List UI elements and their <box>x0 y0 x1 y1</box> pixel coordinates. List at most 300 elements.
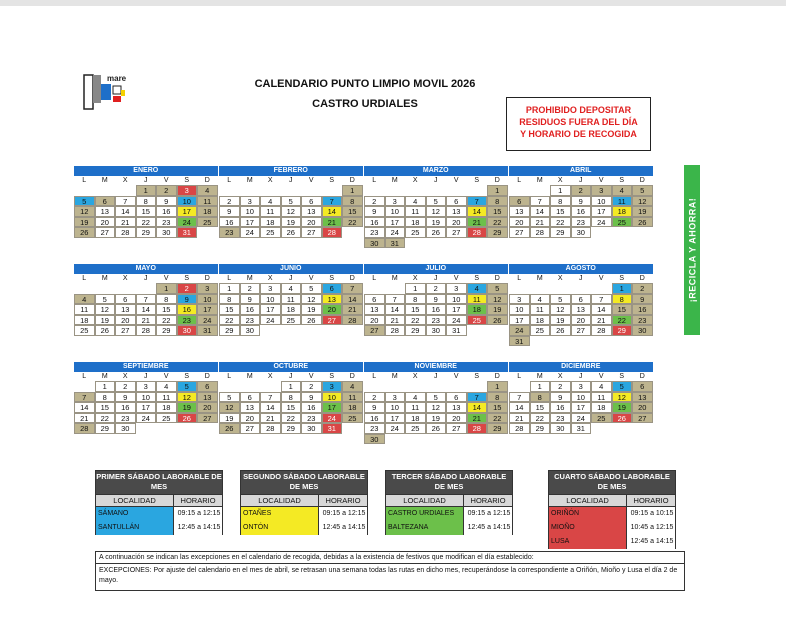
day-cell: 15 <box>342 206 363 217</box>
day-cell: 20 <box>446 217 467 228</box>
weekday-label: S <box>619 373 625 380</box>
day-cell: 2 <box>364 196 385 207</box>
day-cell: 17 <box>509 315 530 326</box>
day-cell: 3 <box>591 185 612 196</box>
day-cell: 28 <box>509 423 530 434</box>
svg-text:mare: mare <box>107 74 127 83</box>
day-cell: 22 <box>550 217 571 228</box>
day-cell: 6 <box>446 392 467 403</box>
day-cell: 29 <box>487 227 508 238</box>
day-cell: 26 <box>612 413 633 424</box>
day-cell: 30 <box>301 423 322 434</box>
day-cell: 30 <box>364 434 385 445</box>
day-cell: 19 <box>426 413 447 424</box>
month-header: ENERO <box>74 166 218 176</box>
day-grid <box>74 283 218 336</box>
day-cell: 31 <box>446 325 467 336</box>
day-cell: 1 <box>405 283 426 294</box>
warning-line: Y HORARIO DE RECOGIDA <box>520 129 637 139</box>
day-cell: 4 <box>156 381 177 392</box>
month-enero <box>74 166 218 248</box>
day-cell: 6 <box>322 283 343 294</box>
day-cell: 27 <box>95 227 116 238</box>
day-cell: 8 <box>405 294 426 305</box>
table-row <box>96 506 222 520</box>
day-cell: 12 <box>281 206 302 217</box>
weekday-label: D <box>204 373 210 380</box>
weekday-label: X <box>557 275 563 282</box>
schedule-table-title: SEGUNDO SÁBADO LABORABLE DE MES <box>241 471 367 494</box>
weekday-label: S <box>474 177 480 184</box>
day-cell: 2 <box>571 185 592 196</box>
month-header: DICIEMBRE <box>509 362 653 372</box>
day-cell: 17 <box>177 206 198 217</box>
day-cell: 27 <box>197 413 218 424</box>
day-cell: 8 <box>219 294 240 305</box>
day-cell: 8 <box>136 196 157 207</box>
weekday-label: V <box>453 373 459 380</box>
day-cell: 11 <box>530 304 551 315</box>
day-cell: 21 <box>322 217 343 228</box>
day-cell: 27 <box>446 227 467 238</box>
weekday-header <box>74 176 218 185</box>
day-cell: 25 <box>591 413 612 424</box>
day-cell: 26 <box>281 227 302 238</box>
locality-cell: SANTULLÁN <box>96 521 174 535</box>
day-cell: 20 <box>364 315 385 326</box>
column-header-localidad: LOCALIDAD <box>96 495 174 506</box>
day-cell: 2 <box>177 283 198 294</box>
table-row <box>386 506 512 520</box>
day-cell: 22 <box>136 217 157 228</box>
weekday-label: L <box>372 177 377 184</box>
day-cell: 18 <box>260 217 281 228</box>
day-cell: 10 <box>136 392 157 403</box>
day-cell: 16 <box>426 304 447 315</box>
time-cell: 12:45 a 14:15 <box>319 521 367 535</box>
weekday-header <box>364 372 508 381</box>
day-cell: 28 <box>467 423 488 434</box>
day-cell: 12 <box>612 392 633 403</box>
weekday-label: D <box>494 373 500 380</box>
day-cell: 2 <box>115 381 136 392</box>
locality-cell: OTAÑES <box>241 507 319 521</box>
locality-cell: CASTRO URDIALES <box>386 507 464 521</box>
day-cell: 27 <box>240 423 261 434</box>
day-cell: 21 <box>467 217 488 228</box>
day-cell: 28 <box>136 325 157 336</box>
day-cell: 25 <box>342 413 363 424</box>
day-cell: 9 <box>115 392 136 403</box>
day-cell: 20 <box>197 402 218 413</box>
day-cell: 3 <box>509 294 530 305</box>
time-cell: 12:45 a 14:15 <box>174 521 222 535</box>
day-cell: 13 <box>571 304 592 315</box>
weekday-label: M <box>246 275 253 282</box>
day-cell: 20 <box>95 217 116 228</box>
month-header: ABRIL <box>509 166 653 176</box>
day-cell: 3 <box>136 381 157 392</box>
day-cell: 3 <box>322 381 343 392</box>
day-cell: 4 <box>281 283 302 294</box>
day-cell: 21 <box>509 413 530 424</box>
weekday-header <box>509 372 653 381</box>
day-cell: 2 <box>364 392 385 403</box>
weekday-label: M <box>536 275 543 282</box>
day-cell: 17 <box>322 402 343 413</box>
table-row <box>549 520 675 534</box>
day-cell: 18 <box>467 304 488 315</box>
day-cell: 8 <box>487 196 508 207</box>
empty-cell <box>550 283 571 294</box>
day-cell: 18 <box>612 206 633 217</box>
page-title: CALENDARIO PUNTO LIMPIO MOVIL 2026 <box>254 78 476 90</box>
day-cell: 28 <box>467 227 488 238</box>
day-cell: 5 <box>177 381 198 392</box>
recycle-side-banner: ¡RECICLA Y AHORRA! <box>684 165 700 335</box>
day-cell: 7 <box>509 392 530 403</box>
day-cell: 13 <box>364 304 385 315</box>
day-cell: 30 <box>115 423 136 434</box>
month-header: JUNIO <box>219 264 363 274</box>
day-cell: 26 <box>219 423 240 434</box>
day-cell: 22 <box>281 413 302 424</box>
day-cell: 31 <box>571 423 592 434</box>
day-cell: 1 <box>156 283 177 294</box>
locality-cell: MIOÑO <box>549 521 627 535</box>
schedule-table <box>95 470 223 535</box>
mare-logo <box>83 72 127 112</box>
day-cell: 3 <box>197 283 218 294</box>
day-cell: 8 <box>612 294 633 305</box>
day-cell: 22 <box>487 413 508 424</box>
day-cell: 10 <box>177 196 198 207</box>
weekday-label: V <box>598 275 604 282</box>
empty-cell <box>260 381 281 392</box>
day-cell: 16 <box>177 304 198 315</box>
weekday-label: M <box>391 275 398 282</box>
weekday-label: M <box>246 177 253 184</box>
month-row <box>74 166 652 248</box>
weekday-label: D <box>494 177 500 184</box>
day-cell: 24 <box>385 423 406 434</box>
day-cell: 11 <box>156 392 177 403</box>
day-grid <box>74 381 218 434</box>
day-cell: 7 <box>322 196 343 207</box>
day-cell: 11 <box>467 294 488 305</box>
day-cell: 22 <box>612 315 633 326</box>
schedule-table <box>548 470 676 549</box>
month-agosto <box>509 264 653 346</box>
day-cell: 28 <box>385 325 406 336</box>
time-cell: 09:15 a 12:15 <box>174 507 222 521</box>
day-cell: 30 <box>240 325 261 336</box>
day-cell: 5 <box>95 294 116 305</box>
day-cell: 16 <box>632 304 653 315</box>
weekday-label: M <box>391 177 398 184</box>
day-cell: 17 <box>136 402 157 413</box>
day-cell: 23 <box>240 315 261 326</box>
day-cell: 1 <box>612 283 633 294</box>
empty-cell <box>467 381 488 392</box>
empty-cell <box>426 381 447 392</box>
day-cell: 30 <box>632 325 653 336</box>
day-cell: 29 <box>136 227 157 238</box>
day-cell: 30 <box>156 227 177 238</box>
day-cell: 27 <box>322 315 343 326</box>
day-cell: 12 <box>219 402 240 413</box>
day-cell: 31 <box>385 238 406 249</box>
empty-cell <box>446 185 467 196</box>
day-cell: 1 <box>487 185 508 196</box>
day-cell: 15 <box>136 206 157 217</box>
day-cell: 13 <box>240 402 261 413</box>
day-cell: 25 <box>467 315 488 326</box>
day-cell: 27 <box>301 227 322 238</box>
day-grid <box>74 185 218 238</box>
empty-cell <box>74 381 95 392</box>
day-cell: 7 <box>74 392 95 403</box>
weekday-label: M <box>101 177 108 184</box>
day-cell: 26 <box>632 217 653 228</box>
weekday-label: S <box>184 275 190 282</box>
day-cell: 13 <box>446 206 467 217</box>
day-grid <box>509 185 653 238</box>
day-cell: 24 <box>385 227 406 238</box>
day-cell: 18 <box>74 315 95 326</box>
day-cell: 1 <box>487 381 508 392</box>
day-cell: 2 <box>156 185 177 196</box>
day-cell: 11 <box>612 196 633 207</box>
day-cell: 19 <box>426 217 447 228</box>
day-cell: 10 <box>446 294 467 305</box>
day-cell: 3 <box>446 283 467 294</box>
empty-cell <box>530 185 551 196</box>
day-cell: 23 <box>115 413 136 424</box>
weekday-header <box>364 176 508 185</box>
day-cell: 25 <box>74 325 95 336</box>
day-cell: 25 <box>156 413 177 424</box>
empty-cell <box>240 381 261 392</box>
day-cell: 10 <box>571 392 592 403</box>
day-cell: 18 <box>281 304 302 315</box>
empty-cell <box>322 185 343 196</box>
day-cell: 23 <box>364 227 385 238</box>
weekday-label: X <box>412 373 418 380</box>
day-cell: 4 <box>612 185 633 196</box>
day-cell: 16 <box>156 206 177 217</box>
day-cell: 26 <box>177 413 198 424</box>
weekday-label: V <box>163 275 169 282</box>
day-cell: 15 <box>219 304 240 315</box>
day-grid <box>219 185 363 238</box>
month-row <box>74 362 652 444</box>
day-cell: 11 <box>405 402 426 413</box>
day-cell: 28 <box>591 325 612 336</box>
locality-cell: ONTÓN <box>241 521 319 535</box>
day-cell: 18 <box>156 402 177 413</box>
day-cell: 29 <box>487 423 508 434</box>
weekday-label: D <box>204 275 210 282</box>
weekday-header <box>74 274 218 283</box>
day-cell: 29 <box>219 325 240 336</box>
day-cell: 17 <box>197 304 218 315</box>
empty-cell <box>219 381 240 392</box>
time-cell: 12:45 a 14:15 <box>464 521 512 535</box>
day-cell: 9 <box>364 206 385 217</box>
empty-cell <box>591 283 612 294</box>
empty-cell <box>446 381 467 392</box>
day-cell: 20 <box>571 315 592 326</box>
day-cell: 23 <box>632 315 653 326</box>
day-cell: 11 <box>197 196 218 207</box>
day-cell: 4 <box>467 283 488 294</box>
day-cell: 29 <box>156 325 177 336</box>
day-cell: 14 <box>115 206 136 217</box>
day-grid <box>364 283 508 336</box>
day-cell: 13 <box>301 206 322 217</box>
day-cell: 6 <box>115 294 136 305</box>
schedule-table-columns <box>96 494 222 506</box>
empty-cell <box>74 185 95 196</box>
day-cell: 9 <box>632 294 653 305</box>
day-cell: 4 <box>74 294 95 305</box>
day-cell: 24 <box>571 413 592 424</box>
day-cell: 30 <box>571 227 592 238</box>
weekday-label: L <box>227 373 232 380</box>
day-cell: 15 <box>405 304 426 315</box>
day-cell: 2 <box>550 381 571 392</box>
weekday-label: M <box>101 373 108 380</box>
weekday-label: X <box>267 177 273 184</box>
day-cell: 18 <box>405 413 426 424</box>
empty-cell <box>405 185 426 196</box>
day-cell: 24 <box>591 217 612 228</box>
weekday-label: L <box>227 177 232 184</box>
day-grid <box>364 381 508 444</box>
table-row <box>241 506 367 520</box>
weekday-label: J <box>579 373 583 380</box>
day-cell: 10 <box>322 392 343 403</box>
empty-cell <box>260 185 281 196</box>
day-cell: 28 <box>530 227 551 238</box>
day-cell: 25 <box>530 325 551 336</box>
day-cell: 9 <box>571 196 592 207</box>
table-row <box>96 520 222 534</box>
weekday-label: X <box>267 275 273 282</box>
day-cell: 8 <box>156 294 177 305</box>
weekday-label: J <box>144 275 148 282</box>
day-cell: 14 <box>136 304 157 315</box>
day-cell: 5 <box>612 381 633 392</box>
empty-cell <box>385 283 406 294</box>
day-cell: 17 <box>446 304 467 315</box>
day-cell: 1 <box>342 185 363 196</box>
day-grid <box>509 283 653 346</box>
day-cell: 12 <box>177 392 198 403</box>
day-cell: 12 <box>487 294 508 305</box>
day-cell: 11 <box>74 304 95 315</box>
day-cell: 27 <box>115 325 136 336</box>
day-cell: 13 <box>115 304 136 315</box>
day-cell: 5 <box>426 196 447 207</box>
time-cell: 10:45 a 12:15 <box>627 521 675 535</box>
day-cell: 24 <box>322 413 343 424</box>
day-cell: 24 <box>197 315 218 326</box>
month-febrero <box>219 166 363 248</box>
day-cell: 12 <box>632 196 653 207</box>
weekday-label: L <box>372 373 377 380</box>
weekday-label: X <box>557 177 563 184</box>
day-cell: 2 <box>632 283 653 294</box>
weekday-label: M <box>536 177 543 184</box>
month-junio <box>219 264 363 346</box>
empty-cell <box>530 283 551 294</box>
month-abril <box>509 166 653 248</box>
day-cell: 15 <box>95 402 116 413</box>
weekday-label: J <box>289 275 293 282</box>
weekday-label: M <box>536 373 543 380</box>
day-cell: 7 <box>385 294 406 305</box>
day-cell: 31 <box>322 423 343 434</box>
day-cell: 6 <box>301 196 322 207</box>
empty-cell <box>115 185 136 196</box>
day-cell: 11 <box>342 392 363 403</box>
empty-cell <box>74 283 95 294</box>
day-cell: 21 <box>115 217 136 228</box>
day-cell: 3 <box>177 185 198 196</box>
weekday-label: D <box>639 373 645 380</box>
day-grid <box>509 381 653 434</box>
day-cell: 7 <box>467 392 488 403</box>
day-cell: 19 <box>301 304 322 315</box>
weekday-label: L <box>517 275 522 282</box>
month-septiembre <box>74 362 218 444</box>
day-cell: 10 <box>385 206 406 217</box>
locality-cell: BALTEZANA <box>386 521 464 535</box>
day-cell: 24 <box>260 315 281 326</box>
weekday-label: X <box>412 177 418 184</box>
weekday-header <box>219 372 363 381</box>
empty-cell <box>219 185 240 196</box>
day-cell: 16 <box>571 206 592 217</box>
weekday-label: V <box>453 275 459 282</box>
day-cell: 4 <box>260 196 281 207</box>
empty-cell <box>115 283 136 294</box>
empty-cell <box>301 185 322 196</box>
day-cell: 22 <box>487 217 508 228</box>
column-header-localidad: LOCALIDAD <box>241 495 319 506</box>
day-cell: 22 <box>95 413 116 424</box>
empty-cell <box>240 185 261 196</box>
day-cell: 26 <box>95 325 116 336</box>
day-cell: 29 <box>95 423 116 434</box>
day-cell: 5 <box>74 196 95 207</box>
day-cell: 26 <box>487 315 508 326</box>
time-cell: 09:15 a 12:15 <box>464 507 512 521</box>
day-cell: 12 <box>74 206 95 217</box>
weekday-header <box>219 176 363 185</box>
day-cell: 27 <box>364 325 385 336</box>
day-cell: 25 <box>405 227 426 238</box>
day-cell: 30 <box>364 238 385 249</box>
day-grid <box>364 185 508 248</box>
day-cell: 1 <box>281 381 302 392</box>
weekday-header <box>509 274 653 283</box>
day-cell: 13 <box>509 206 530 217</box>
day-cell: 5 <box>426 392 447 403</box>
day-cell: 5 <box>301 283 322 294</box>
